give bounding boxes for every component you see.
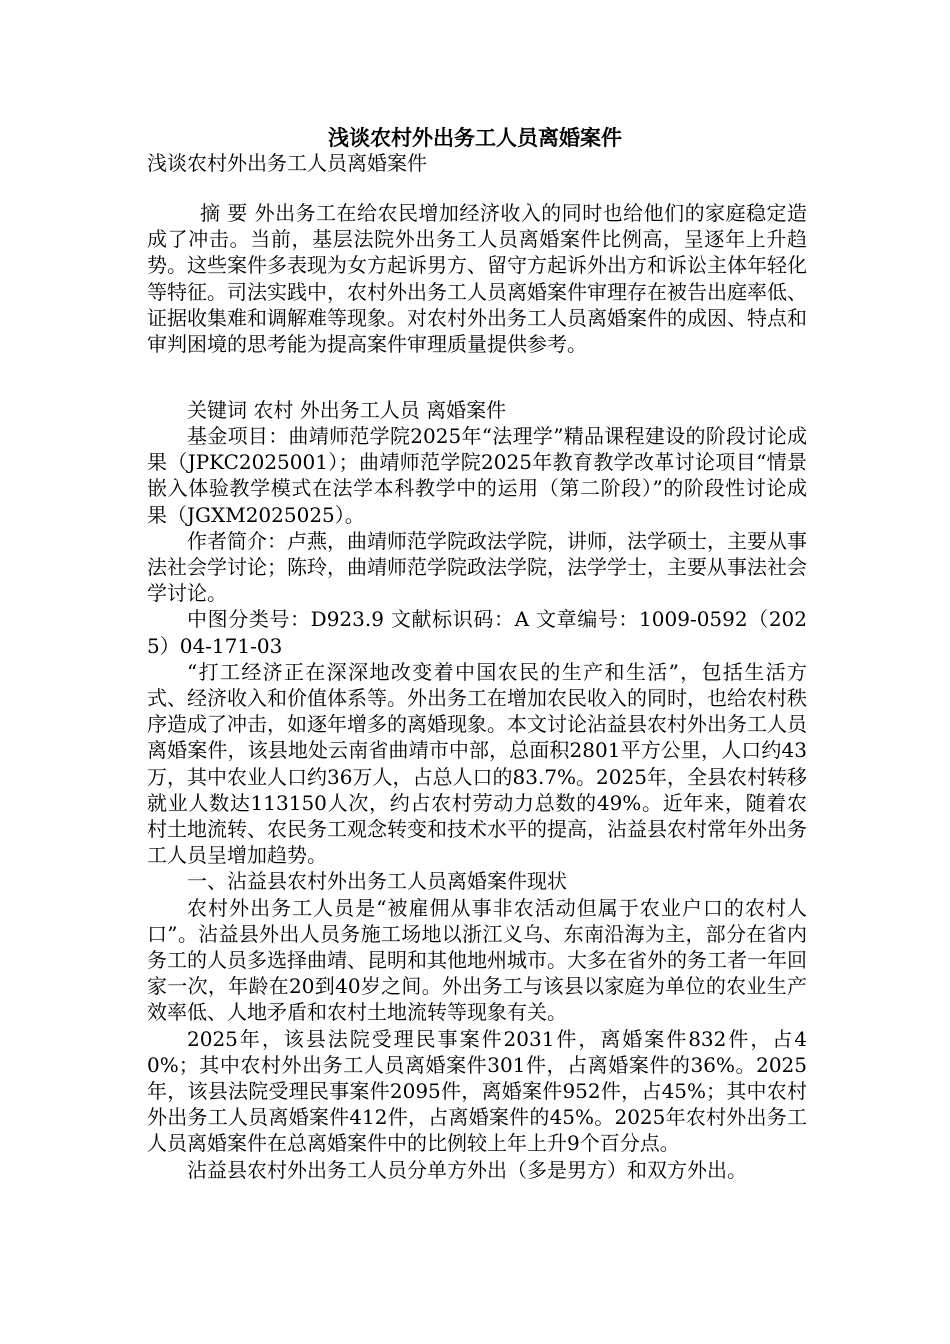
author-paragraph: 作者简介：卢燕，曲靖师范学院政法学院，讲师，法学硕士，主要从事法社会学讨论；陈玲，曲靖师范学院政法学院，法学学士，主要从事法社会学讨论。 bbox=[147, 528, 807, 606]
body-paragraph: 2025年，该县法院受理民事案件2031件，离婚案件832件，占40%；其中农村外出务工人员离婚案件301件，占离婚案件的36%。2025年，该县法院受理民事案件2095件，离婚案件952件，占45%；其中农村外出务工人员离婚案件412件，占离婚案件的45%。2025年农村外出务工人员离婚案件在总离婚案件中的比例较上年上升9个百分点。 bbox=[147, 1026, 807, 1156]
intro-paragraph: “打工经济正在深深地改变着中国农民的生产和生活”，包括生活方式、经济收入和价值体系等。外出务工在增加农民收入的同时，也给农村秩序造成了冲击，如逐年增多的离婚现象。本文讨论沾益县农村外出务工人员离婚案件，该县地处云南省曲靖市中部，总面积2801平方公里，人口约43万，其中农业人口约36万人，占总人口的83.7%。2025年，全县农村转移就业人数达113150人次，约占农村劳动力总数的49%。近年来，随着农村土地流转、农民务工观念转变和技术水平的提高，沾益县农村常年外出务工人员呈增加趋势。 bbox=[147, 659, 807, 868]
body-paragraph: 沾益县农村外出务工人员分单方外出（多是男方）和双方外出。 bbox=[187, 1157, 747, 1182]
document-subtitle: 浅谈农村外出务工人员离婚案件 bbox=[147, 151, 427, 175]
body-paragraph: 农村外出务工人员是“被雇佣从事非农活动但属于农业户口的农村人口”。沾益县外出人员务施工场地以浙江义乌、东南沿海为主，部分在省内务工的人员多选择曲靖、昆明和其他地州城市。大多在省外的务工者一年回家一次，年龄在20到40岁之间。外出务工与该县以家庭为单位的农业生产效率低、人地矛盾和农村土地流转等现象有关。 bbox=[147, 895, 807, 1025]
keywords-line: 关键词 农村 外出务工人员 离婚案件 bbox=[187, 398, 507, 422]
classification-paragraph: 中图分类号：D923.9 文献标识码：A 文章编号：1009-0592（2025）04-171-03 bbox=[147, 607, 807, 658]
abstract-paragraph: 摘 要 外出务工在给农民增加经济收入的同时也给他们的家庭稳定造成了冲击。当前，基层法院外出务工人员离婚案件比例高，呈逐年上升趋势。这些案件多表现为女方起诉男方、留守方起诉外出方和诉讼主体年轻化等特征。司法实践中，农村外出务工人员离婚案件审理存在被告出庭率低、证据收集难和调解难等现象。对农村外出务工人员离婚案件的成因、特点和审判困境的思考能为提高案件审理质量提供参考。 bbox=[147, 201, 807, 357]
document-title: 浅谈农村外出务工人员离婚案件 bbox=[328, 126, 622, 150]
fund-paragraph: 基金项目：曲靖师范学院2025年“法理学”精品课程建设的阶段讨论成果（JPKC2025001）；曲靖师范学院2025年教育教学改革讨论项目“情景嵌入体验教学模式在法学本科教学中的运用（第二阶段）”的阶段性讨论成果（JGXM2025025）。 bbox=[147, 424, 807, 527]
section-heading: 一、沾益县农村外出务工人员离婚案件现状 bbox=[187, 869, 567, 894]
body-section bbox=[147, 423, 807, 1183]
